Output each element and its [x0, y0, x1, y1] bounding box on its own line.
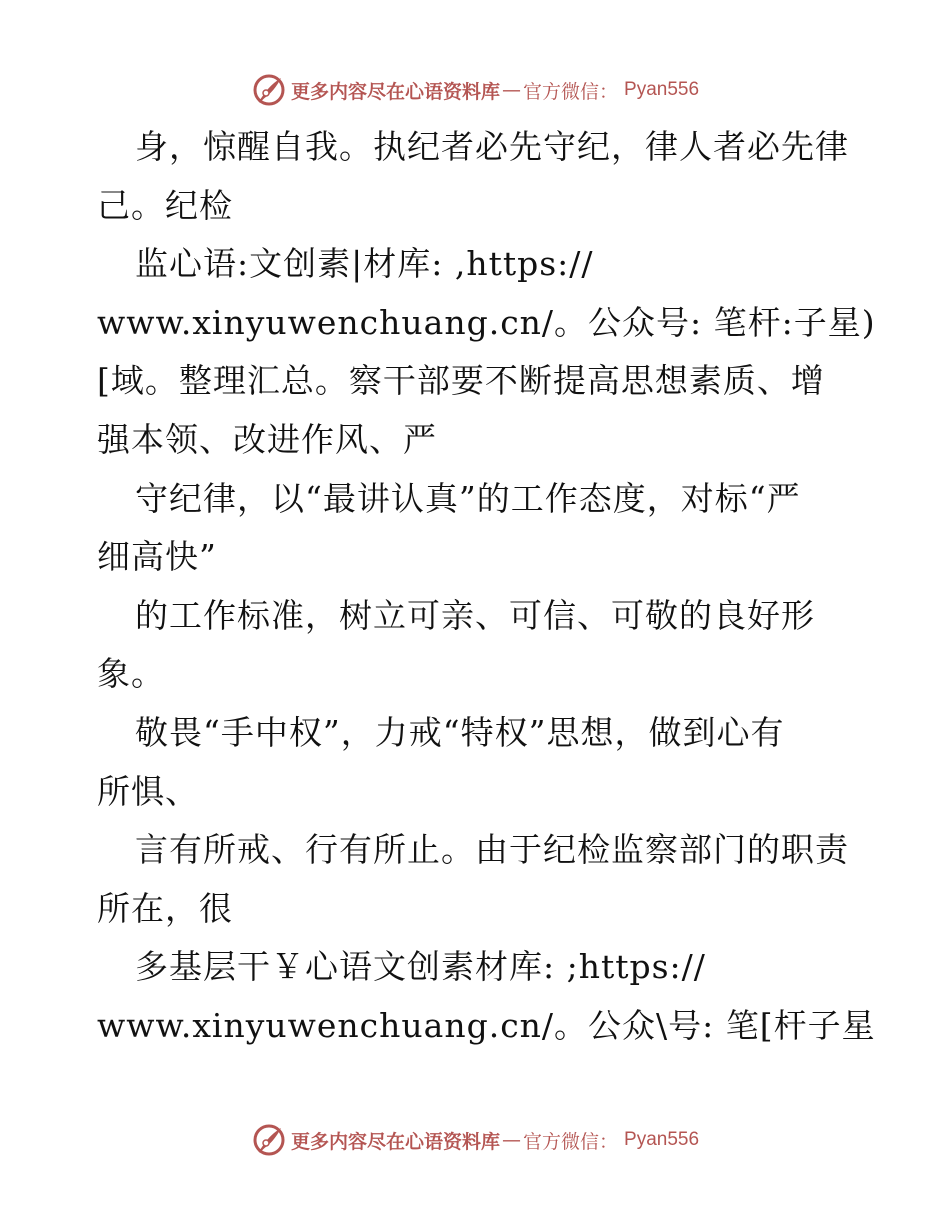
- quill-pen-logo-icon: [251, 1122, 287, 1158]
- banner-wechat-id: Pyan556: [624, 1129, 700, 1150]
- text-line: 所在，很: [97, 888, 233, 928]
- text-line: 强本领、改进作风、严: [97, 419, 437, 459]
- banner-official-label: 官方微信: [522, 1130, 599, 1153]
- text-line: 细高快”: [97, 537, 217, 577]
- text-line: 监心语:文创素|材库: ,https://: [135, 244, 594, 284]
- banner-dash: —: [501, 79, 521, 101]
- quill-pen-logo-icon: [251, 72, 287, 108]
- banner-dash: —: [501, 1129, 521, 1151]
- text-line: 身，惊醒自我。执纪者必先守纪，律人者必先律: [135, 127, 849, 166]
- banner-title: 更多内容尽在心语资料库: [290, 1130, 500, 1153]
- banner-wechat-id: Pyan556: [624, 79, 700, 100]
- header-banner: [0, 70, 950, 110]
- text-line: 所惧、: [97, 771, 199, 811]
- footer-banner: [0, 1120, 950, 1160]
- text-line: 敬畏“手中权”，力戒“特权”思想，做到心有: [135, 712, 785, 752]
- document-body: [97, 118, 876, 1056]
- banner-colon: ：: [599, 80, 619, 103]
- banner-official-label: 官方微信: [522, 80, 599, 103]
- text-line: 的工作标准，树立可亲、可信、可敬的良好形: [135, 595, 815, 635]
- text-line: www.xinyuwenchuang.cn/。公众\号: 笔[杆子星: [97, 1005, 876, 1045]
- text-line: 己。纪检: [97, 185, 233, 225]
- text-line: [域。整理汇总。察干部要不断提高思想素质、增: [97, 361, 825, 401]
- text-line: www.xinyuwenchuang.cn/。公众号: 笔杆:子星): [97, 302, 876, 342]
- text-line: 守纪律，以“最讲认真”的工作态度，对标“严: [135, 478, 801, 518]
- banner-colon: ：: [599, 1130, 619, 1153]
- text-line: 象。: [97, 654, 165, 694]
- text-line: 言有所戒、行有所止。由于纪检监察部门的职责: [135, 830, 849, 870]
- text-line: 多基层干￥心语文创素材库: ;https://: [135, 947, 706, 987]
- banner-title: 更多内容尽在心语资料库: [290, 80, 500, 103]
